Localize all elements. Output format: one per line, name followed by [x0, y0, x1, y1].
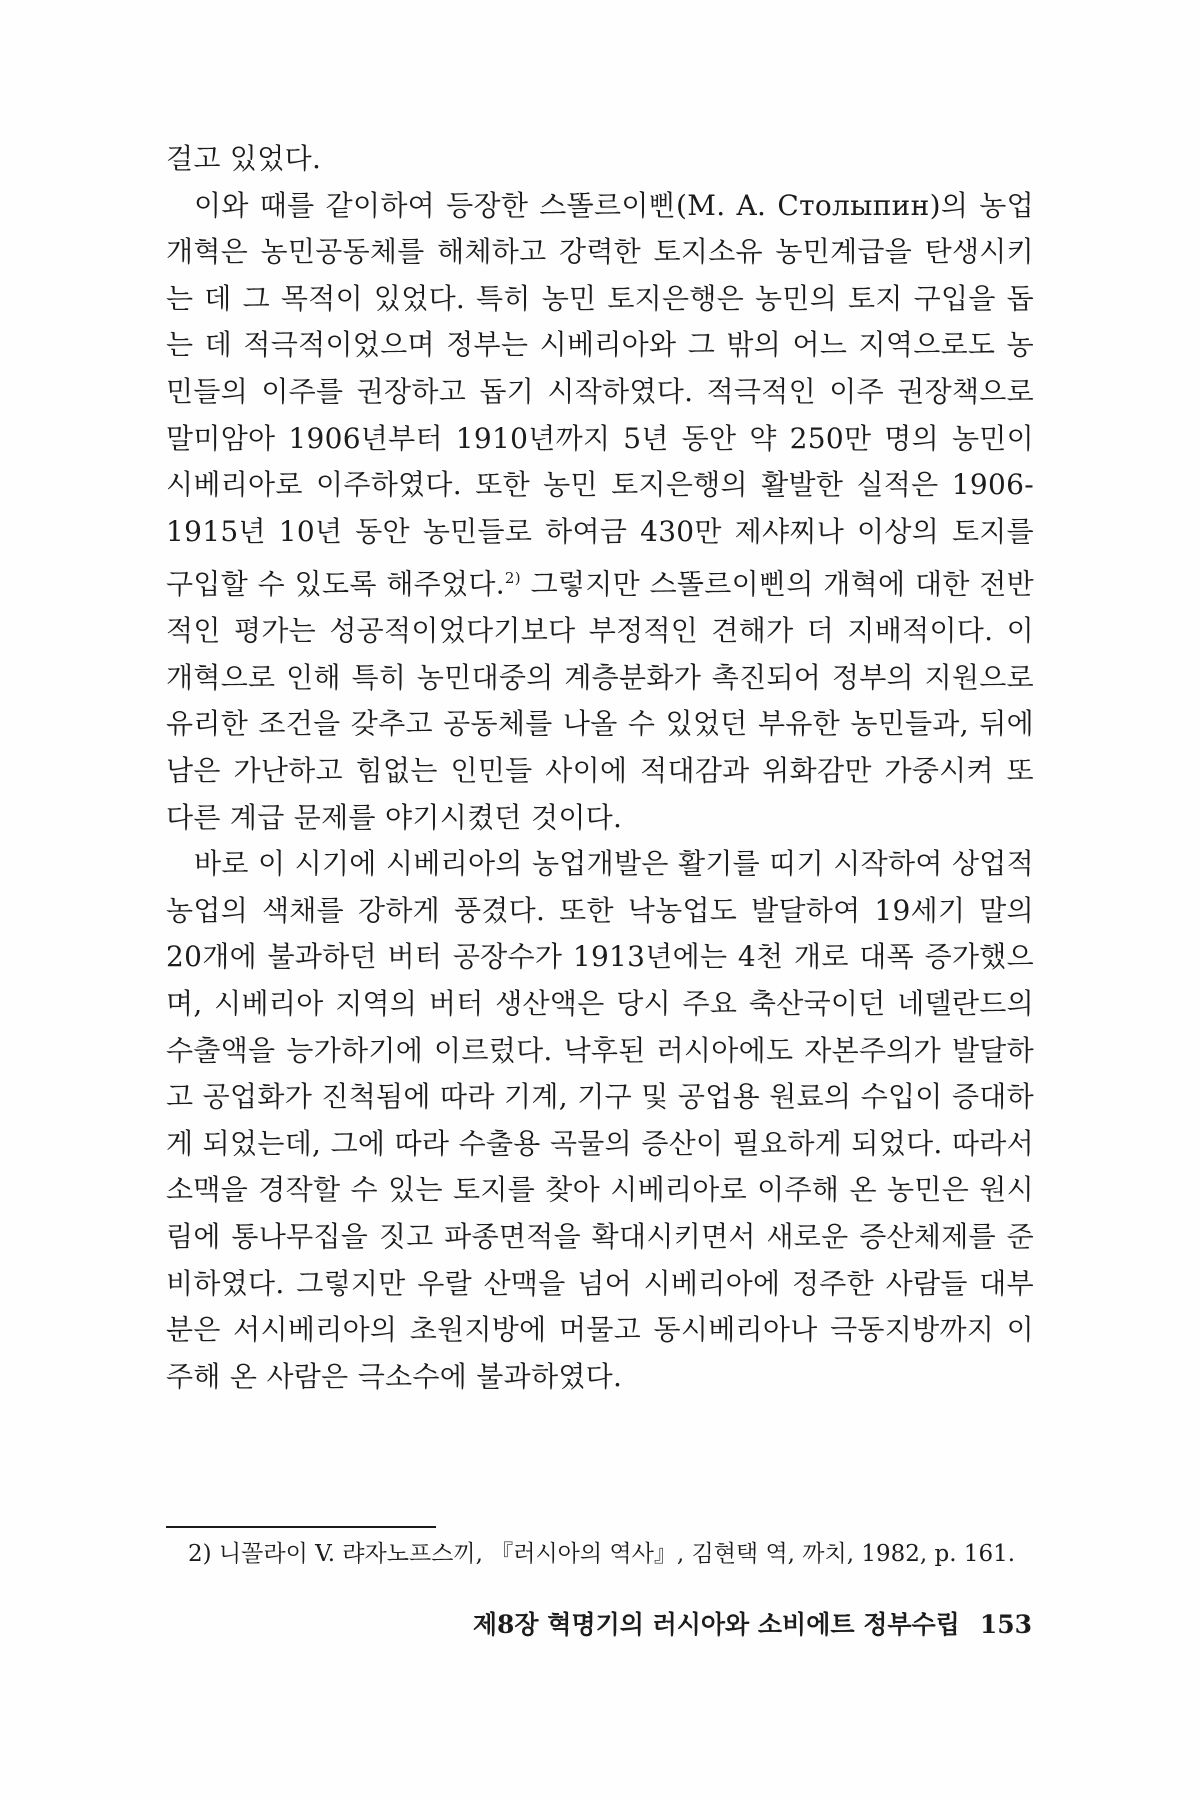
page-number: 153	[979, 1610, 1032, 1639]
paragraph-text: 이와 때를 같이하여 등장한 스똘르이삔(M. A. Столыпин)의 농업 개혁은 농민공동체를 해체하고 강력한 토지소유 농민계급을 탄생시키는 데 그 목적이 있었다. 특히 농민 토지은행은 농민의 토지 구입을 돕는 데 적극적이었으며 정부는 시베리아와 그 밖의 어느 지역으로도 농민들의 이주를 권장하고 돕기 시작하였다. 적극적인 이주 권장책으로 말미암아 1906년부터 1910년까지 5년 동안 약 250만 명의 농민이 시베리아로 이주하였다. 또한 농민 토지은행의 활발한 실적은 1906-1915년 10년 동안 농민들로 하여금 430만 제샤찌나 이상의 토지를 구입할 수 있도록 해주었다.	[166, 188, 1034, 601]
paragraph-siberia-agriculture: 바로 이 시기에 시베리아의 농업개발은 활기를 띠기 시작하여 상업적 농업의 색채를 강하게 풍겼다. 또한 낙농업도 발달하여 19세기 말의 20개에 불과하던 버터 공장수가 1913년에는 4천 개로 대폭 증가했으며, 시베리아 지역의 버터 생산액은 당시 주요 축산국이던 네델란드의 수출액을 능가하기에 이르렀다. 낙후된 러시아에도 자본주의가 발달하고 공업화가 진척됨에 따라 기계, 기구 및 공업용 원료의 수입이 증대하게 되었는데, 그에 따라 수출용 곡물의 증산이 필요하게 되었다. 따라서 소맥을 경작할 수 있는 토지를 찾아 시베리아로 이주해 온 농민은 원시림에 통나무집을 짓고 파종면적을 확대시키면서 새로운 증산체제를 준비하였다. 그렇지만 우랄 산맥을 넘어 시베리아에 정주한 사람들 대부분은 서시베리아의 초원지방에 머물고 동시베리아나 극동지방까지 이주해 온 사람은 극소수에 불과하였다.	[166, 847, 1034, 1393]
paragraph-stolypin-reform	[166, 183, 1034, 842]
running-footer	[473, 1609, 1032, 1641]
footnote-divider	[166, 1526, 436, 1528]
paragraph-text: 그렇지만 스똘르이삔의 개혁에 대한 전반적인 평가는 성공적이었다기보다 부정적인 견해가 더 지배적이다. 이 개혁으로 인해 특히 농민대중의 계층분화가 촉진되어 정부의 지원으로 유리한 조건을 갖추고 공동체를 나올 수 있었던 부유한 농민들과, 뒤에 남은 가난하고 힘없는 인민들 사이에 적대감과 위화감만 가중시켜 또 다른 계급 문제를 야기시켰던 것이다.	[166, 567, 1034, 834]
chapter-title: 제8장 혁명기의 러시아와 소비에트 정부수립	[472, 1610, 960, 1639]
paragraph-continued: 걸고 있었다.	[166, 142, 322, 175]
footnote-marker: 2)	[504, 569, 521, 588]
footnote: 2) 니꼴라이 V. 랴자노프스끼, 『러시아의 역사』, 김현택 역, 까치, 1982, p. 161.	[188, 1541, 1016, 1567]
body-text	[166, 136, 1034, 1400]
